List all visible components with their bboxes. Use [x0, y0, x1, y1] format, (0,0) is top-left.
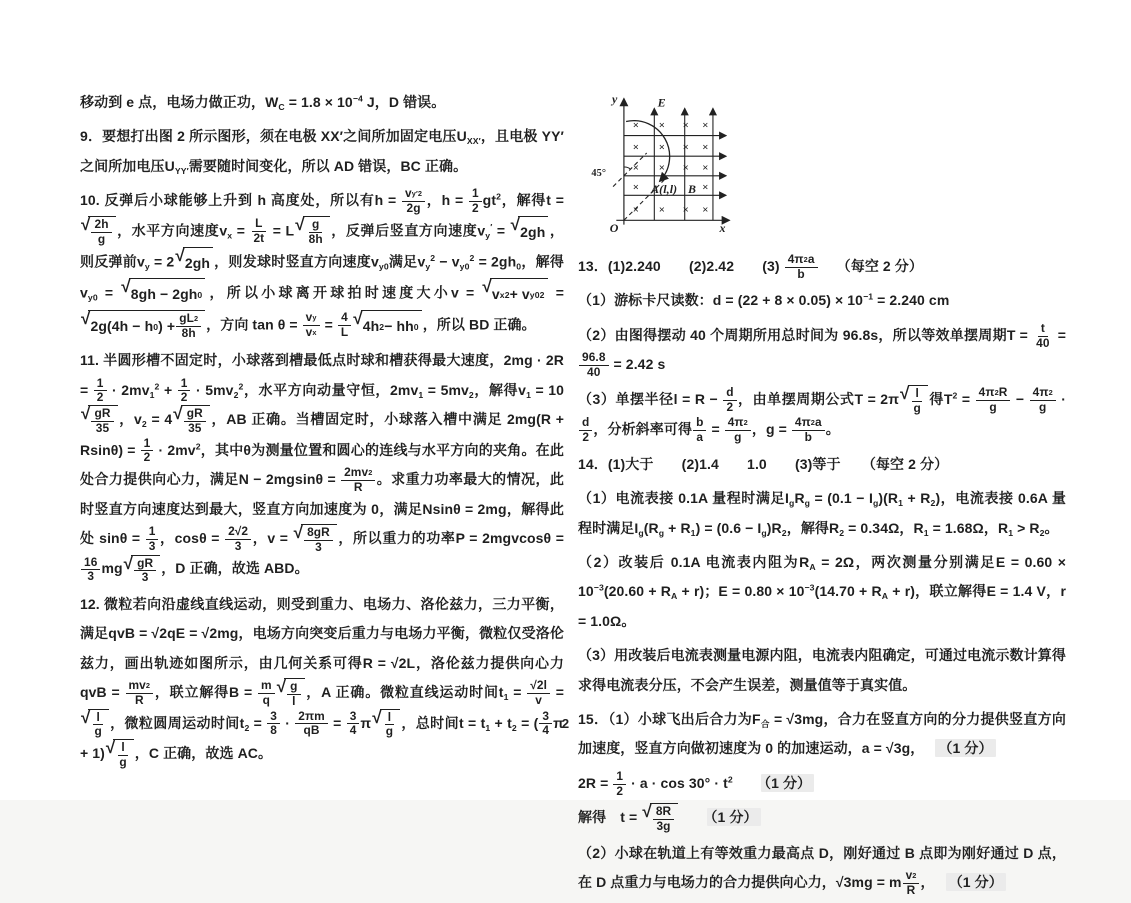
angle-arc	[624, 167, 631, 169]
paragraph: 11. 半圆形槽不固定时，小球落到槽最低点时球和槽获得最大速度，2mg · 2R = $\frac{1}{2}$ · $2mv_1^2$ + $\frac{1}{2}$ · $5mv_2^2$，水平方向动量守恒，$2mv_1 = 5mv_2$，解得$v_1 = 10$ √ $\frac{gR}{35}$ ，$v_2 = 4$ √ $\frac{gR}{35}$ ，AB 正确。当槽固定时，小球落入槽中满足 2mg(R + Rsinθ) = $\frac{1}{2}$ · $2mv^2$，其中θ为测量位置和圆心的连线与水平方向的夹角。在此处合力提供向心力，满足N − 2mgsinθ = 2mv 2 R 。求重力功率最大的情况，此时竖直方向速度达到最大，竖直方向加速度为 0，满足Nsinθ = 2mg，解得此处 sinθ = $\frac{1}{3}$ ，cosθ = $\frac{2√2}{3}$ ，v = √ $\frac{8gR}{3}$ ，所以重力的功率P = 2mgvcosθ = $\frac{16}{3}$ mg √ $\frac{gR}{3}$ ，D 正确，故选 ABD。	[80, 352, 565, 585]
paragraph: （2）改装后 0.1A 电流表内阻为$R_A = 2\Omega$，两次测量分别满足$E = 0.60 \times 10^{-3}(20.60 + R_A + r)$；$E = 0.80 \times 10^{-3}(14.70 + R_A + r)$，联立解得E = 1.4 V，r = 1.0Ω。	[578, 553, 1066, 629]
left-column	[80, 88, 564, 775]
cross-into-page-icon: ×	[682, 141, 689, 154]
cross-into-page-icon: ×	[702, 181, 709, 194]
cross-into-page-icon: ×	[658, 141, 666, 154]
page-number: 2	[561, 716, 570, 731]
cross-into-page-icon: ×	[632, 141, 640, 154]
q12-figure-svg	[584, 90, 742, 242]
x-axis-label: x	[719, 221, 726, 236]
b-field-crosses	[633, 120, 709, 217]
point-b-label: B	[687, 182, 697, 197]
y-axis-label: y	[611, 92, 618, 107]
cross-into-page-icon: ×	[658, 119, 666, 132]
cross-into-page-icon: ×	[632, 204, 640, 217]
paragraph: （1）游标卡尺读数：$d = (22 + 8 \times 0.05) \times 10^{-1} = 2.240$ cm	[578, 291, 950, 309]
paragraph: （2）小球在轨道上有等效重力最高点 D，刚好通过 B 点即为刚好通过 D 点，在 D 点重力与电场力的合力提供向心力，√3mg = m v 2 R ， （1 分）	[578, 844, 1066, 897]
cross-into-page-icon: ×	[658, 204, 666, 217]
point-a-label: A(l,l)	[651, 182, 678, 197]
cross-into-page-icon: ×	[682, 161, 689, 174]
origin-label: O	[609, 221, 619, 236]
paragraph: 10. 反弹后小球能够上升到 h 高度处，所以有h = v y ′2 2g ，h = $\frac{1}{2}$ $gt^2$，解得t = √ $\frac{2h}{g}$ ，水平方向速度$v_x$ = $\frac{L}{2t}$ = L √ $\frac{g}{8h}$ ，反弹后竖直方向速度$v_y'$ = √ 2gh ，则反弹前$v_y = 2$ √ 2gh ，则发球时竖直方向速度$v_{y0}$满足$v_y^2 - v_{y0}^2 = 2gh_0$，解得$v_{y0}$ = √ 8gh − 2gh 0 ，所以小球离开球拍时速度大小v = √ v x 2 + v y0 2 = √ 2g(4h − h 0 ) + gL 2 8h ，方向 tan θ = v y v x = $\frac{4}{L}$ √ 4h 2 − hh 0 ，所以 BD 正确。	[80, 186, 565, 341]
cross-into-page-icon: ×	[632, 119, 640, 132]
paragraph: （1）电流表接 0.1A 量程时满足$I_gR_g = (0.1 - I_g)(R_1 + R_2)$，电流表接 0.6A 量程时满足$I_g(R_g + R_1) = (0.6 - I_g)R_2$，解得$R_2 = 0.34\Omega$，$R_1 = 1.68\Omega$，$R_1 > R_2$。	[578, 490, 1067, 538]
cross-into-page-icon: ×	[682, 119, 689, 132]
right-column	[578, 88, 1066, 903]
cross-into-page-icon: ×	[682, 204, 689, 217]
cross-into-page-icon: ×	[632, 161, 640, 174]
angle-label: 45°	[591, 167, 607, 179]
cross-into-page-icon: ×	[632, 181, 640, 194]
cross-into-page-icon: ×	[702, 119, 709, 132]
paragraph: 12. 微粒若向沿虚线直线运动，则受到重力、电场力、洛伦兹力，三力平衡，满足qvB = √2qE = √2mg，电场方向突变后重力与电场力平衡，微粒仅受洛伦兹力，画出轨迹如图所示，由几何关系可得R = √2L，洛伦兹力提供向心力qvB = mv 2 R ，联立解得B = $\frac{m}{q}$ √ $\frac{g}{l}$ ，A 正确。微粒直线运动时间$t_1$ = $\frac{√2l}{v}$ = √ $\frac{l}{g}$ ，微粒圆周运动时间$t_2$ = $\frac{3}{8}$ · $\frac{2\pi m}{qB}$ = $\frac{3}{4}$ π √ $\frac{l}{g}$ ，总时间$t = t_1 + t_2$ = ( $\frac{3}{4}$ π + 1) √ $\frac{l}{g}$ ，C 正确，故选 AC。	[80, 595, 565, 769]
paragraph: 15．（1）小球飞出后合力为$F_合 = √3mg$，合力在竖直方向的分力提供竖直方向加速度，竖直方向做初速度为 0 的加速运动，a = √3g， （1 分）	[578, 710, 1066, 757]
q12-trajectory-figure	[584, 90, 744, 242]
paragraph: 2R = $\frac{1}{2}$ · $a \cdot \cos 30^\circ \cdot t^2$ （1 分）	[578, 769, 1066, 798]
cross-into-page-icon: ×	[702, 204, 709, 217]
paragraph: 9．要想打出图 2 所示图形，须在电极 XX′之间所加固定电压$U_{XX'}$，且电极 YY′之间所加电压$U_{YY'}$需要随时间变化，所以 AD 错误，BC 正确。	[80, 128, 564, 176]
paragraph: （2）由图得摆动 40 个周期所用总时间为 96.8s，所以等效单摆周期T = $\frac{t}{40}$ = $\frac{96.8}{40}$ = 2.42 s	[578, 320, 1067, 380]
paragraph: 解得 t = √ $\frac{8R}{3g}$ （1 分）	[578, 803, 1066, 833]
paragraph: 14．(1)大于 (2)1.4 1.0 (3)等于 （每空 2 分）	[578, 455, 949, 472]
dashed-entry-line	[613, 153, 647, 187]
cross-into-page-icon: ×	[702, 141, 709, 154]
paragraph: （3）用改装后电流表测量电源内阻，电流表内阻确定，可通过电流示数计算得求得电流表分压，不会产生误差，测量值等于真实值。	[578, 647, 1066, 693]
paragraph: 13．(1)2.240 (2)2.42 (3) 4π 2 a b （每空 2 分）	[578, 252, 923, 281]
paragraph: 移动到 e 点，电场力做正功，$W_C = 1.8 \times 10^{-4}$ J，D 错误。	[80, 93, 446, 113]
paragraph: （3）单摆半径l = R − $\frac{d}{2}$ ，由单摆周期公式T = 2π √ $\frac{l}{g}$ 得$T^2$ = 4π 2 R g − 4π 2 g · $\frac{d}{2}$ ，分析斜率可得 $\frac{b}{a}$ = 4π 2 g ，g = 4π 2 a b 。	[578, 383, 1066, 445]
cross-into-page-icon: ×	[702, 161, 709, 174]
cross-into-page-icon: ×	[658, 161, 666, 174]
e-field-label: E	[657, 95, 666, 110]
right-column-text	[578, 252, 1066, 898]
